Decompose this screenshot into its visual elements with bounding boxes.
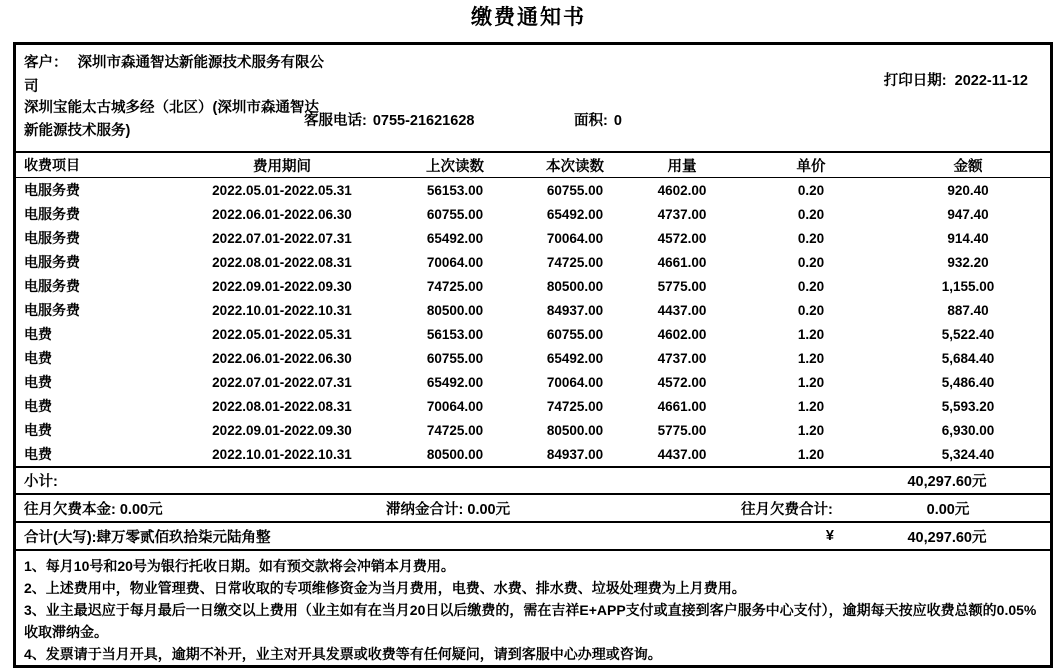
column-header-item: 收费项目 [24,157,80,173]
fee-cell: 80500.00 [426,446,484,462]
total-in-words: 合计(大写):肆万零贰佰玖拾柒元陆角整 [24,529,271,546]
print-date-label: 打印日期: [883,73,947,89]
customer-label: 客户： [24,55,68,71]
currency-symbol: ¥ [825,528,834,544]
fee-cell: 2022.07.01-2022.07.31 [212,230,352,246]
column-header-period: 费用期间 [253,158,311,175]
note-line-2: 2、上述费用中，物业管理费、日常收取的专项维修资金为当月费用，电费、水费、排水费、垃圾处理费为上月费用。 [24,580,746,596]
fee-row [16,178,1050,202]
note-line-4: 4、发票请于当月开具，逾期不补开，业主对开具发票或收费等有任何疑问，请到客服中心办理或咨询。 [24,646,662,662]
fee-cell: 2022.05.01-2022.05.31 [212,326,352,342]
column-header-prev-reading: 上次读数 [426,158,484,175]
fee-cell: 电费 [24,422,52,438]
fee-cell: 60755.00 [546,326,604,342]
column-header-unit-price: 单价 [796,158,826,175]
subtotal-row [16,466,1050,495]
fee-cell: 2022.10.01-2022.10.31 [212,446,352,462]
fee-cell: 4602.00 [657,326,707,342]
fee-row [16,322,1050,346]
print-date-value: 2022-11-12 [954,73,1028,89]
fee-cell: 74725.00 [546,398,604,414]
arrears-principal [16,498,386,519]
fee-row [16,226,1050,250]
column-header-usage: 用量 [667,158,697,175]
fee-row [16,274,1050,298]
note-line-1: 1、每月10号和20号为银行托收日期。如有预交款将会冲销本月费用。 [24,558,455,574]
fee-cell: 1.20 [797,398,825,414]
fee-cell: 4737.00 [657,206,707,222]
fee-cell: 84937.00 [546,446,604,462]
fee-cell: 4737.00 [657,350,707,366]
arrears-principal-value: 0.00元 [119,501,163,518]
late-fee-label: 滞纳金合计: [386,501,464,518]
fee-cell: 0.20 [797,254,825,270]
fee-row [16,418,1050,442]
grand-total-value: 40,297.60元 [907,529,987,546]
fee-cell: 4572.00 [657,374,707,390]
fee-cell: 80500.00 [546,278,604,294]
note-line-3: 3、业主最迟应于每月最后一日缴交以上费用（业主如有在当月20日以后缴费的，需在吉祥E+APP支付或直接到客户服务中心支付），逾期每天按应收费总额的0.05%收取滞纳金。 [24,602,1037,640]
arrears-row [16,495,1050,523]
fee-cell: 887.40 [947,302,989,318]
fee-cell: 4437.00 [657,302,707,318]
fee-cell: 0.20 [797,206,825,222]
fee-cell: 4661.00 [657,398,707,414]
fee-row [16,346,1050,370]
fee-cell: 4437.00 [657,446,707,462]
fee-cell: 2022.07.01-2022.07.31 [212,374,352,390]
fee-cell: 2022.05.01-2022.05.31 [212,182,352,198]
fee-row [16,442,1050,466]
fee-cell: 1.20 [797,326,825,342]
fee-cell: 65492.00 [426,230,484,246]
customer-address: 深圳宝能太古城多经（北区）(深圳市森通智达新能源技术服务) [24,100,319,139]
fee-cell: 5,684.40 [941,350,995,366]
fee-cell: 932.20 [947,254,989,270]
fee-cell: 5,522.40 [941,326,995,342]
fee-cell: 电费 [24,350,52,366]
fee-cell: 60755.00 [426,350,484,366]
fee-cell: 70064.00 [426,254,484,270]
area-field [574,109,622,130]
fee-table-header [16,153,1050,178]
fee-cell: 914.40 [947,230,989,246]
fee-cell: 4602.00 [657,182,707,198]
fee-cell: 80500.00 [546,422,604,438]
notice-sheet [13,42,1053,668]
fee-cell: 电费 [24,326,52,342]
fee-cell: 74725.00 [426,422,484,438]
fee-cell: 920.40 [947,182,989,198]
column-header-curr-reading: 本次读数 [546,158,604,175]
arrears-total-value: 0.00元 [926,501,970,518]
fee-cell: 1.20 [797,350,825,366]
fee-cell: 5,593.20 [941,398,995,414]
fee-cell: 电服务费 [24,254,80,270]
fee-cell: 4572.00 [657,230,707,246]
fee-cell: 0.20 [797,230,825,246]
notes-section [16,551,1050,665]
fee-cell: 56153.00 [426,182,484,198]
fee-cell: 70064.00 [546,230,604,246]
customer-name: 深圳市森通智达新能源技术服务有限公司 [24,55,324,95]
fee-cell: 电费 [24,446,52,462]
fee-cell: 80500.00 [426,302,484,318]
fee-row [16,298,1050,322]
fee-table-body [16,178,1050,466]
late-fee-value: 0.00元 [467,501,511,518]
grand-total-row [16,523,1050,551]
customer-line [24,51,324,99]
fee-cell: 1.20 [797,446,825,462]
fee-row [16,370,1050,394]
fee-cell: 1.20 [797,374,825,390]
fee-cell: 0.20 [797,278,825,294]
fee-row [16,394,1050,418]
fee-cell: 2022.10.01-2022.10.31 [212,302,352,318]
fee-cell: 70064.00 [546,374,604,390]
fee-cell: 5,324.40 [941,446,995,462]
fee-cell: 65492.00 [426,374,484,390]
fee-cell: 5775.00 [657,278,707,294]
fee-cell: 电服务费 [24,230,80,246]
fee-cell: 电费 [24,398,52,414]
fee-cell: 2022.08.01-2022.08.31 [212,398,352,414]
arrears-principal-label: 往月欠费本金: [24,501,116,518]
fee-cell: 4661.00 [657,254,707,270]
fee-cell: 电服务费 [24,182,80,198]
fee-cell: 56153.00 [426,326,484,342]
area-label: 面积: [574,113,608,129]
service-phone [304,109,474,130]
fee-cell: 5775.00 [657,422,707,438]
fee-cell: 1.20 [797,422,825,438]
fee-cell: 65492.00 [546,206,604,222]
fee-cell: 电服务费 [24,278,80,294]
fee-cell: 电费 [24,374,52,390]
area-value: 0 [613,113,622,129]
fee-cell: 70064.00 [426,398,484,414]
fee-cell: 60755.00 [546,182,604,198]
fee-cell: 6,930.00 [941,422,995,438]
subtotal-value: 40,297.60元 [907,474,987,490]
fee-cell: 2022.09.01-2022.09.30 [212,278,352,294]
service-phone-value: 0755-21621628 [372,113,475,129]
fee-cell: 5,486.40 [941,374,995,390]
customer-info-section [16,45,1050,153]
fee-cell: 2022.08.01-2022.08.31 [212,254,352,270]
arrears-total-label: 往月欠费合计: [741,501,833,518]
fee-cell: 2022.09.01-2022.09.30 [212,422,352,438]
fee-row [16,250,1050,274]
subtotal-label: 小计: [24,474,58,490]
fee-cell: 2022.06.01-2022.06.30 [212,350,352,366]
fee-cell: 2022.06.01-2022.06.30 [212,206,352,222]
service-phone-label: 客服电话: [304,113,367,129]
fee-cell: 60755.00 [426,206,484,222]
fee-cell: 84937.00 [546,302,604,318]
fee-cell: 电服务费 [24,206,80,222]
fee-cell: 65492.00 [546,350,604,366]
column-header-amount: 金额 [953,158,983,175]
page-title: 缴费通知书 [471,6,586,29]
fee-cell: 74725.00 [426,278,484,294]
print-date [884,69,1028,90]
fee-cell: 74725.00 [546,254,604,270]
fee-row [16,202,1050,226]
fee-cell: 947.40 [947,206,989,222]
late-fee-total [386,498,741,519]
fee-cell: 0.20 [797,182,825,198]
fee-cell: 0.20 [797,302,825,318]
fee-cell: 电服务费 [24,302,80,318]
fee-cell: 1,155.00 [941,278,995,294]
